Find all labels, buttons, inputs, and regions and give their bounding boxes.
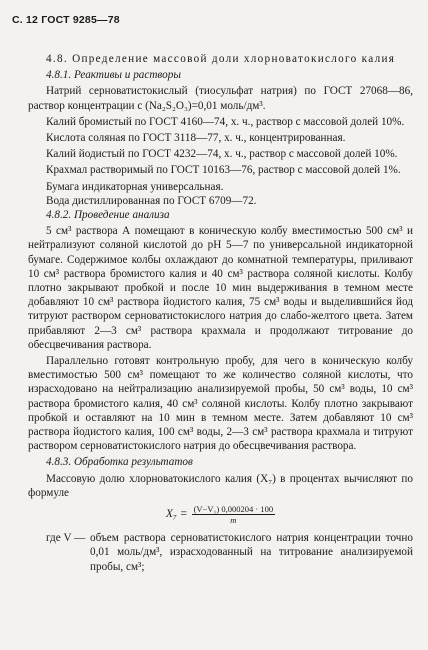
formula-denominator: m [230, 515, 237, 526]
page-content [28, 52, 413, 574]
reagent-indicator-paper: Бумага индикаторная универсальная. [46, 180, 224, 193]
analysis-paragraph-2: Параллельно готовят контрольную пробу, для чего в коническую колбу вместимостью 500 см³ помещают то же количество соляной кислоты, что израсходовано на нейтрализацию анализируемой пробы, 50 см³ воды, 10 см³ раствора бромистого калия, 40 см³ соляной кислоты. Колбу плотно закрывают пробкой и оставляют на 10 мин в темном месте. Затем добавляют 10 см³ раствора йодистого калия, 100 см³ воды, 2—3 см³ раствора крахмала и титруют раствором серноватистокислого натрия до обесцвечивания раствора. [28, 355, 413, 453]
reagent-potassium-iodide: Калий йодистый по ГОСТ 4232—74, х. ч., раствор с массовой долей 10%. [46, 148, 398, 161]
results-intro: Массовую долю хлорноватокислого калия (X₇) в процентах вычисляют по формуле [28, 472, 413, 499]
reagent-starch: Крахмал растворимый по ГОСТ 10163—76, раствор с массовой долей 1%. [46, 164, 401, 177]
reagent-sodium-thiosulfate: Натрий серноватистокислый (тиосульфат натрия) по ГОСТ 27068—86, раствор концентрации с (Na₂S₂O₃)=0,01 моль/дм³. [28, 85, 413, 112]
formula-x7 [28, 504, 413, 525]
subsection-4-8-3-title: 4.8.3. Обработка результатов [46, 456, 193, 469]
reagent-hydrochloric-acid: Кислота соляная по ГОСТ 3118—77, х. ч., концентрированная. [46, 132, 346, 145]
page-header: С. 12 ГОСТ 9285—78 [12, 14, 120, 26]
formula-lhs: X₇ = [165, 508, 188, 521]
section-4-8-title: 4.8. Определение массовой доли хлорноватокислого калия [46, 53, 396, 65]
legend-label: где V — [46, 532, 86, 545]
reagent-potassium-bromide: Калий бромистый по ГОСТ 4160—74, х. ч., раствор с массовой долей 10%. [46, 115, 405, 128]
formula-numerator: (V−V₁) 0,000204 · 100 [193, 504, 274, 515]
formula-legend [28, 531, 413, 574]
analysis-paragraph-1: 5 см³ раствора А помещают в коническую колбу вместимостью 500 см³ и нейтрализуют соляной кислотой до рН 5—7 по универсальной индикаторной бумаге. Содержимое колбы охлаждают до комнатной температуры, приливают 10 см³ раствора бромистого калия и 40 см³ раствора соляной кислоты. Колбу плотно закрывают пробкой и после 10 мин выдерживания в темном месте добавляют 10 см³ раствора йодистого калия, 75 см³ воды и выделившийся йод титруют раствором серноватистокислого натрия до слабо-желтого цвета. Затем прибавляют 2—3 см³ раствора крахмала и продолжают титрование до обесцвечивания раствора. [28, 225, 413, 351]
reagent-distilled-water: Вода дистиллированная по ГОСТ 6709—72. [46, 194, 257, 207]
subsection-4-8-1-title: 4.8.1. Реактивы и растворы [46, 69, 181, 82]
subsection-4-8-2-title: 4.8.2. Проведение анализа [46, 209, 170, 222]
legend-text: объем раствора серноватистокислого натрия концентрации точно 0,01 моль/дм³, израсходованный на титрование анализируемой пробы, см³; [90, 532, 413, 573]
formula-fraction [192, 504, 276, 525]
